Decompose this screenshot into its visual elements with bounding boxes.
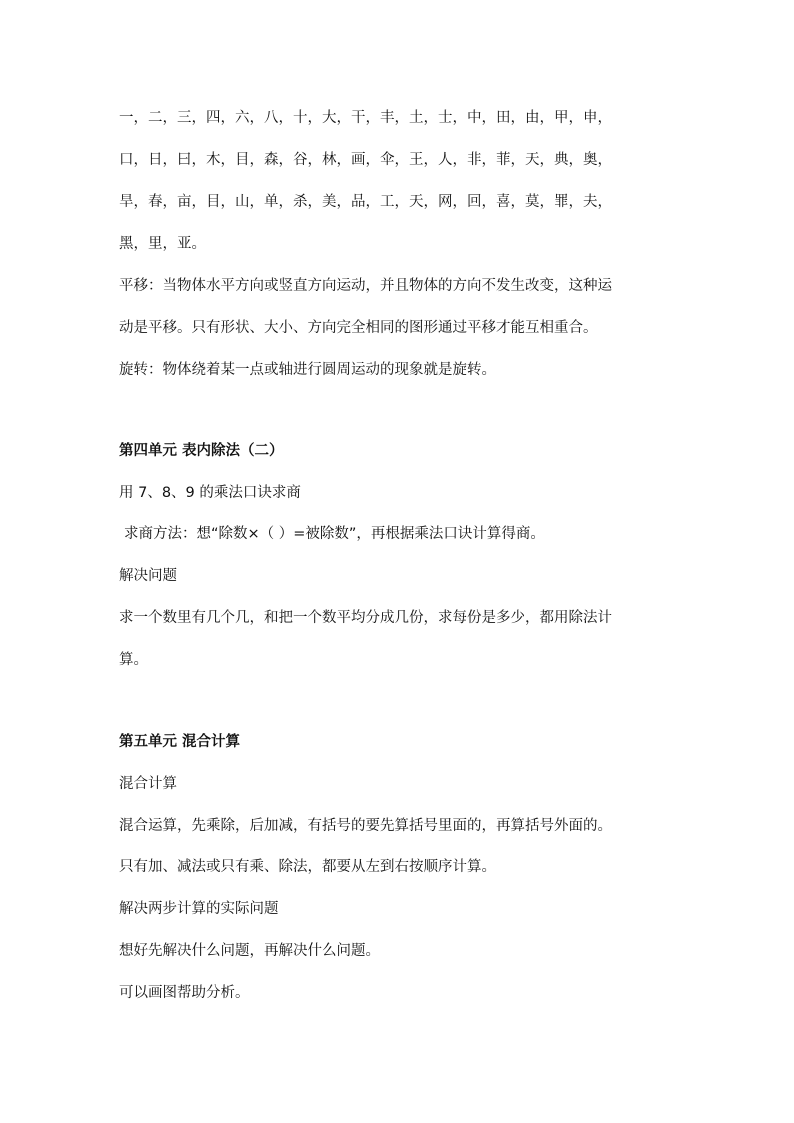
- unit5-tip-draw: 可以画图帮助分析。: [119, 985, 250, 1001]
- symmetric-chars-line-2: 口，日，曰，木，目，森，谷，林，画，伞，王，人，非，菲，天，典，奥，: [119, 152, 612, 168]
- unit5-rule-order: 混合运算，先乘除，后加减，有括号的要先算括号里面的，再算括号外面的。: [119, 818, 612, 834]
- unit4-quotient-method: 求商方法：想“除数×（ ）=被除数”，再根据乘法口诀计算得商。: [124, 526, 545, 542]
- unit4-problems-line-2: 算。: [119, 652, 148, 668]
- unit4-subheading-problems: 解决问题: [119, 568, 177, 584]
- rotation-definition: 旋转：物体绕着某一点或轴进行圆周运动的现象就是旋转。: [119, 362, 496, 378]
- symmetric-chars-line-3: 旱，春，亩，目，山，单，杀，美，品，工，天，网，回，喜，莫，罪，夫，: [119, 194, 612, 210]
- unit5-rule-left-to-right: 只有加、减法或只有乘、除法，都要从左到右按顺序计算。: [119, 859, 496, 875]
- translation-definition-line-1: 平移：当物体水平方向或竖直方向运动，并且物体的方向不发生改变，这种运: [119, 278, 612, 294]
- unit5-tip-plan: 想好先解决什么问题，再解决什么问题。: [119, 943, 380, 959]
- unit5-subheading-mixed: 混合计算: [119, 776, 177, 792]
- unit4-problems-line-1: 求一个数里有几个几，和把一个数平均分成几份，求每份是多少，都用除法计: [119, 610, 612, 626]
- unit5-title: 第五单元 混合计算: [119, 734, 241, 750]
- unit4-subheading-quotient: 用 7、8、9 的乘法口诀求商: [119, 485, 301, 501]
- symmetric-chars-line-1: 一，二，三，四，六，八，十，大，干，丰，土，士，中，田，由，甲，申，: [119, 110, 612, 126]
- unit5-subheading-two-step: 解决两步计算的实际问题: [119, 901, 279, 917]
- translation-definition-line-2: 动是平移。只有形状、大小、方向完全相同的图形通过平移才能互相重合。: [119, 320, 598, 336]
- unit4-title: 第四单元 表内除法（二）: [119, 443, 284, 459]
- symmetric-chars-line-4: 黑，里，亚。: [119, 236, 206, 252]
